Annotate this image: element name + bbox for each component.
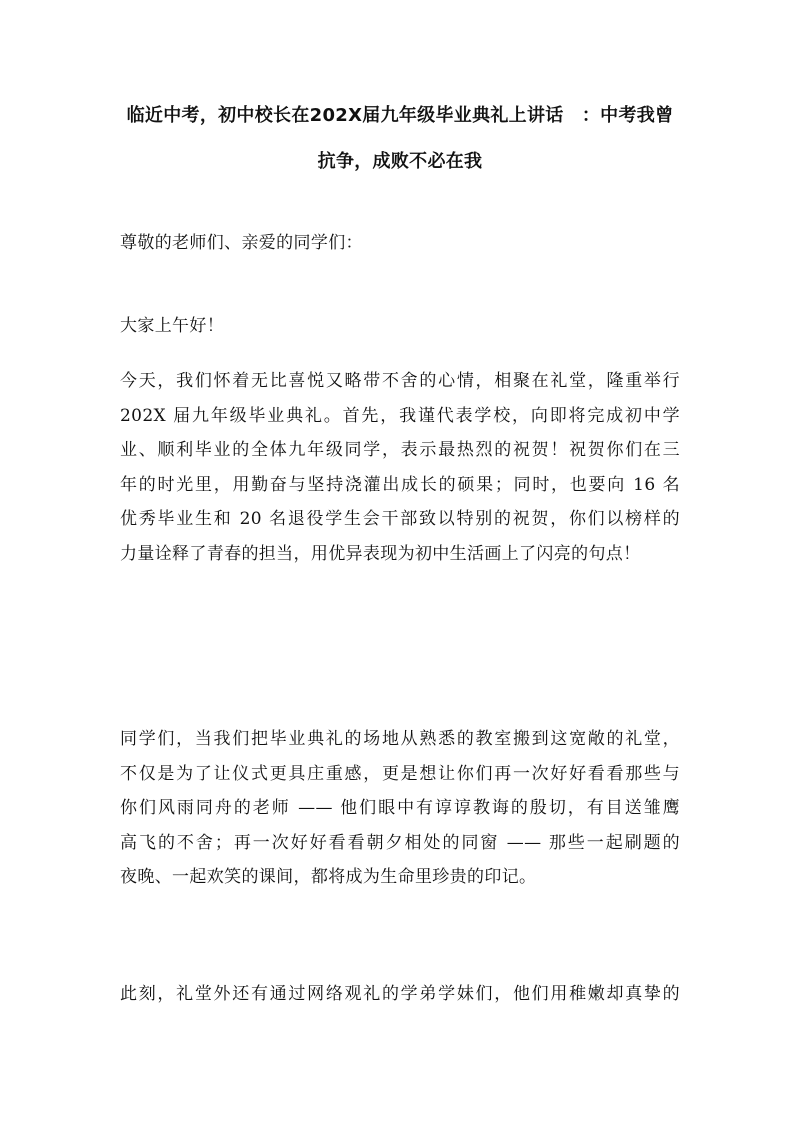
title-line-1: 临近中考，初中校长在202X届九年级毕业典礼上讲话 ：中考我曾 bbox=[126, 105, 674, 126]
greeting-paragraph bbox=[120, 226, 680, 261]
paragraph-1-line: 业、顺利毕业的全体九年级同学，表示最热烈的祝贺！祝贺你们在三 bbox=[120, 440, 680, 460]
paragraph-1-line: 今天，我们怀着无比喜悦又略带不舍的心情，相聚在礼堂，隆重举行 bbox=[120, 371, 680, 391]
paragraph-2-line: 高飞的不舍；再一次好好看看朝夕相处的同窗 —— 那些一起刷题的 bbox=[120, 832, 680, 853]
paragraph-1-line: 力量诠释了青春的担当，用优异表现为初中生活画上了闪亮的句点！ bbox=[120, 543, 641, 564]
paragraph-3-line: 此刻，礼堂外还有通过网络观礼的学弟学妹们，他们用稚嫩却真挚的 bbox=[120, 984, 680, 1004]
paragraph-2-line: 同学们，当我们把毕业典礼的场地从熟悉的教室搬到这宽敞的礼堂， bbox=[120, 729, 680, 749]
paragraph-1 bbox=[120, 364, 680, 571]
paragraph-1-line: 202X 届九年级毕业典礼。首先，我谨代表学校，向即将完成初中学 bbox=[120, 405, 680, 426]
paragraph-2-line: 你们风雨同舟的老师 —— 他们眼中有谆谆教诲的殷切，有目送雏鹰 bbox=[120, 798, 680, 818]
hello-paragraph bbox=[120, 309, 680, 344]
document-title bbox=[110, 93, 690, 185]
paragraph-2 bbox=[120, 722, 680, 895]
paragraph-2-line: 夜晚、一起欢笑的课间，都将成为生命里珍贵的印记。 bbox=[120, 867, 537, 887]
hello-line: 大家上午好！ bbox=[120, 316, 225, 336]
greeting-line: 尊敬的老师们、亲爱的同学们： bbox=[120, 233, 363, 253]
paragraph-1-line: 优秀毕业生和 20 名退役学生会干部致以特别的祝贺，你们以榜样的 bbox=[120, 509, 680, 529]
paragraph-3 bbox=[120, 977, 680, 1012]
paragraph-1-line: 年的时光里，用勤奋与坚持浇灌出成长的硕果；同时，也要向 16 名 bbox=[120, 474, 680, 495]
title-line-2: 抗争，成败不必在我 bbox=[317, 151, 483, 172]
paragraph-2-line: 不仅是为了让仪式更具庄重感，更是想让你们再一次好好看看那些与 bbox=[120, 763, 680, 784]
